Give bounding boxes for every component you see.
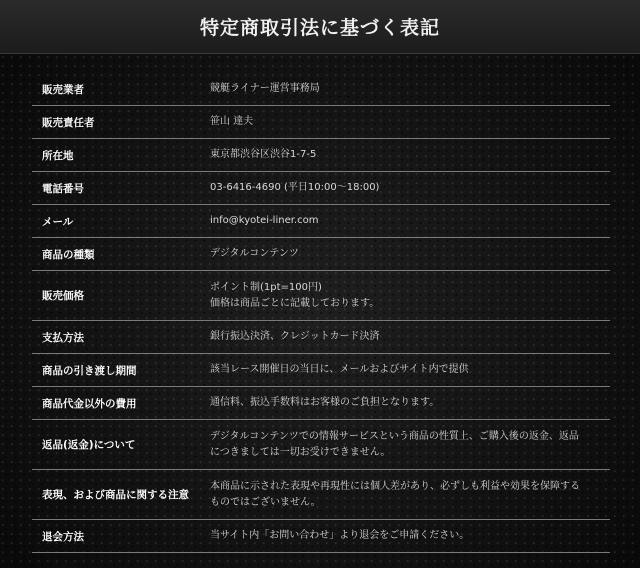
row-value: デジタルコンテンツでの情報サービスという商品の性質上、ご購入後の返金、返品 につきましては一切お受けできません。 [210,430,579,458]
table-row [32,420,610,470]
row-label: 所在地 [42,149,74,162]
row-value: ポイント制(1pt=100円) 価格は商品ごとに記載しております。 [210,281,380,309]
row-label: 商品の種類 [42,248,95,261]
table-row [32,321,610,354]
table-row [32,139,610,172]
row-label: 返品(返金)について [42,439,136,451]
legal-notice-table [32,73,610,553]
page-title: 特定商取引法に基づく表記 [199,17,440,39]
row-value: 銀行振込決済、クレジットカード決済 [210,331,380,342]
table-row [32,106,610,139]
table-row [32,238,610,271]
row-label: 販売業者 [42,83,84,96]
email-link: info@kyotei-liner.com [210,215,319,226]
row-label: 支払方法 [42,331,84,344]
row-value: 笹山 達夫 [210,116,254,127]
page-header [0,0,640,54]
table-row [32,354,610,387]
row-value: 本商品に示された表現や再現性には個人差があり、必ずしも利益や効果を保障する ものではございません。 [210,480,580,508]
table-row [32,271,610,321]
row-label: 表現、および商品に関する注意 [42,489,189,501]
row-value: 03-6416-4690 (平日10:00～18:00) [210,182,380,193]
table-row [32,520,610,553]
table-row [32,172,610,205]
row-value: 当サイト内「お問い合わせ」より退会をご申請ください。 [210,530,470,541]
table-row [32,470,610,520]
row-label: メール [42,215,74,228]
table-row [32,205,610,238]
row-label: 商品代金以外の費用 [42,397,137,410]
table-row [32,387,610,420]
row-value: 該当レース開催日の当日に、メールおよびサイト内で提供 [210,364,469,375]
row-value: 通信料、振込手数料はお客様のご負担となります。 [210,397,440,408]
row-label: 電話番号 [42,182,84,195]
row-label: 販売責任者 [42,116,95,129]
row-value: 東京都渋谷区渋谷1-7-5 [210,149,317,160]
row-label: 退会方法 [42,530,84,543]
row-value: 競艇ライナー運営事務局 [210,83,320,94]
row-value[interactable] [210,213,610,229]
row-value: デジタルコンテンツ [210,248,299,259]
table-row [32,73,610,106]
row-label: 商品の引き渡し期間 [42,364,137,377]
row-label: 販売価格 [42,290,84,302]
